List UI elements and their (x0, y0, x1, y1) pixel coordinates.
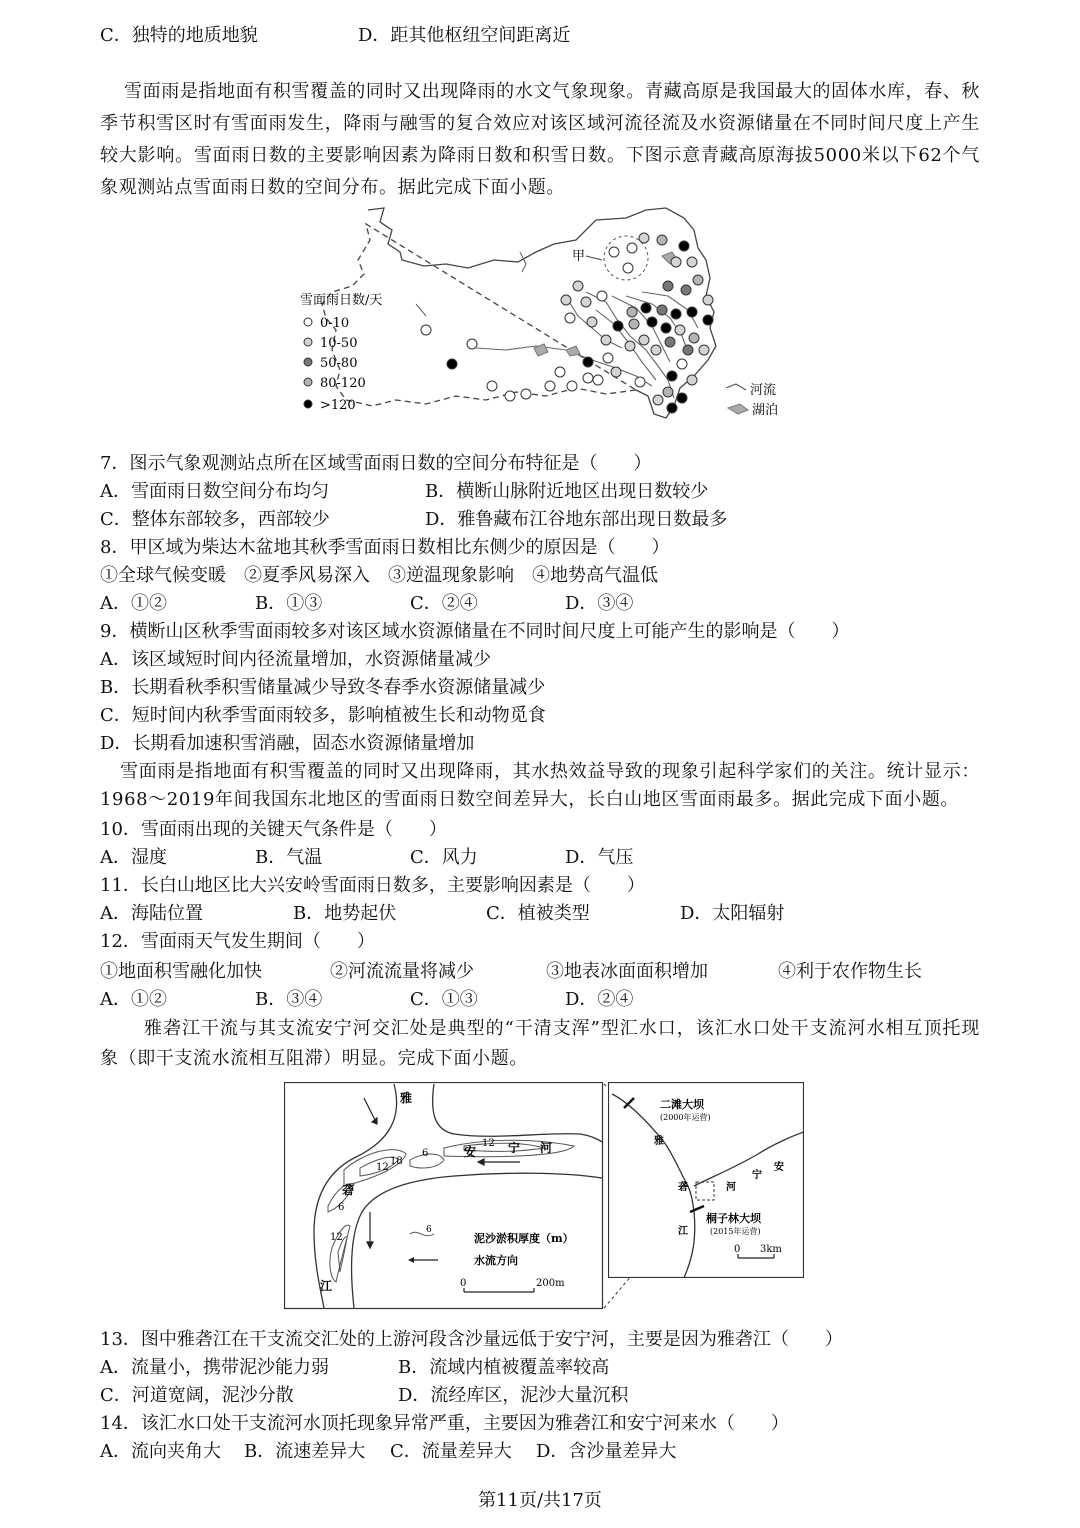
question-12-statement-3: ③地表冰面面积增加 (546, 961, 708, 982)
question-8-option-c: C．②④ (410, 593, 478, 614)
scale-end-label: 200m (536, 1278, 565, 1289)
question-11-option-b: B．地势起伏 (293, 903, 397, 924)
legend-flow-label: 水流方向 (474, 1254, 518, 1267)
question-12-option-c: C．①③ (410, 989, 478, 1010)
contour-label-6b: 6 (338, 1202, 345, 1213)
question-14-option-b: B．流速差异大 (244, 1441, 366, 1462)
regional-overview-map (608, 1082, 804, 1278)
question-11-option-a: A．海陆位置 (100, 903, 203, 924)
contour-label-6a: 6 (422, 1148, 429, 1159)
question-10-option-d: D．气压 (565, 847, 634, 868)
question-9-option-c: C．短时间内秋季雪面雨较多，影响植被生长和动物觅食 (100, 705, 546, 726)
river-char-jiang: 江 (320, 1279, 333, 1293)
question-11-stem: 11．长白山地区比大兴安岭雪面雨日数多，主要影响因素是（ ） (100, 875, 645, 896)
question-13-stem: 13．图中雅砻江在干支流交汇处的上游河段含沙量远低于安宁河，主要是因为雅砻江（ ） (100, 1329, 843, 1350)
legend-title: 雪面雨日数/天 (300, 293, 383, 308)
passage-2: 雪面雨是指地面有积雪覆盖的同时又出现降雨，其水热效益导致的现象引起科学家们的关注。统计显示：1968～2019年间我国东北地区的雪面雨日数空间差异大，长白山地区雪面雨最多。据此完成下面小题。 (100, 761, 980, 810)
overview-scale-end: 3km (760, 1244, 782, 1255)
overview-char-long: 砻 (678, 1182, 688, 1193)
question-14-option-c: C．流量差异大 (390, 1441, 512, 1462)
passage-1: 雪面雨是指地面有积雪覆盖的同时又出现降雨的水文气象现象。青藏高原是我国最大的固体水库，春、秋季节积雪区时有雪面雨发生，降雨与融雪的复合效应对该区域河流径流及水资源储量在不同时间尺度上产生较大影响。雪面雨日数的主要影响因素为降雨日数和积雪日数。下图示意青藏高原海拔5000米以下62个气象观测站点雪面雨日数的空间分布。据此完成下面小题。 (100, 81, 980, 198)
overview-char-he: 河 (726, 1182, 736, 1193)
question-13-option-b: B．流域内植被覆盖率较高 (398, 1357, 610, 1378)
question-13-option-d: D．流经库区，泥沙大量沉积 (398, 1385, 629, 1406)
question-14-option-d: D．含沙量差异大 (536, 1441, 677, 1462)
question-12-stem: 12．雪面雨天气发生期间（ ） (100, 931, 375, 952)
legend-item-4: 80-120 (320, 376, 366, 391)
region-jia-label: 甲 (572, 249, 586, 264)
question-12-option-d: D．②④ (565, 989, 634, 1010)
question-8-option-a: A．①② (100, 593, 167, 614)
passage-3: 雅砻江干流与其支流安宁河交汇处是典型的“干清支浑”型汇水口，该汇水口处干支流河水相互顶托现象（即干支流水流相互阻滞）明显。完成下面小题。 (100, 1018, 980, 1069)
legend-contour-sample: 6 (426, 1225, 432, 1235)
contour-label-18: 18 (390, 1156, 403, 1167)
prev-option-c: C．独特的地质地貌 (100, 25, 258, 46)
river-legend-label: 河流 (750, 383, 777, 398)
question-12-option-b: B．③④ (255, 989, 323, 1010)
question-8-stem: 8．甲区域为柴达木盆地其秋季雪面雨日数相比东侧少的原因是（ ） (100, 537, 670, 558)
overview-char-an: 安 (774, 1162, 784, 1173)
question-7-option-d: D．雅鲁藏布江谷地东部出现日数最多 (425, 509, 728, 530)
scale-zero-label: 0 (460, 1278, 467, 1289)
contour-label-12b: 12 (482, 1138, 495, 1149)
page-number: 第11页/共17页 (478, 1490, 602, 1511)
river-char-ya: 雅 (400, 1091, 413, 1105)
legend-sediment-label: 泥沙淤积厚度（m） (474, 1232, 574, 1245)
question-10-option-c: C．风力 (410, 847, 478, 868)
question-10-option-a: A．湿度 (100, 847, 167, 868)
question-12-statement-1: ①地面积雪融化加快 (100, 961, 262, 982)
tibet-station-map (296, 200, 796, 425)
question-9-stem: 9．横断山区秋季雪面雨较多对该区域水资源储量在不同时间尺度上可能产生的影响是（ ） (100, 621, 850, 642)
question-11-option-d: D．太阳辐射 (680, 903, 785, 924)
legend-item-5: >120 (320, 398, 356, 413)
dam-tongzilin-label: 桐子林大坝 (706, 1212, 761, 1225)
question-7-option-a: A．雪面雨日数空间分布均匀 (100, 481, 329, 502)
question-12-statement-4: ④利于农作物生长 (778, 961, 922, 982)
question-14-option-a: A．流向夹角大 (100, 1441, 221, 1462)
river-char-long: 砻 (342, 1183, 355, 1197)
overview-char-ya: 雅 (654, 1136, 664, 1147)
contour-label-12a: 12 (376, 1162, 389, 1173)
lake-legend-label: 湖泊 (752, 403, 779, 418)
question-10-option-b: B．气温 (255, 847, 323, 868)
prev-option-d: D．距其他枢纽空间距离近 (358, 25, 571, 46)
question-13-option-a: A．流量小，携带泥沙能力弱 (100, 1357, 329, 1378)
dam-tongzilin-note: (2015年运营) (710, 1227, 761, 1236)
question-8-option-b: B．①③ (255, 593, 323, 614)
question-9-option-a: A．该区域短时间内径流量增加，水资源储量减少 (100, 649, 491, 670)
legend-item-2: 10-50 (320, 336, 358, 351)
question-10-stem: 10．雪面雨出现的关键天气条件是（ ） (100, 819, 447, 840)
question-8-statements: ①全球气候变暖 ②夏季风易深入 ③逆温现象影响 ④地势高气温低 (100, 565, 658, 586)
question-11-option-c: C．植被类型 (486, 903, 590, 924)
question-13-option-c: C．河道宽阔，泥沙分散 (100, 1385, 294, 1406)
river-char-ning: 宁 (508, 1141, 521, 1155)
overview-scale-zero: 0 (734, 1244, 741, 1255)
question-12-statement-2: ②河流流量将减少 (330, 961, 474, 982)
question-7-option-c: C．整体东部较多，西部较少 (100, 509, 330, 530)
dam-ertan-note: (2000年运营) (660, 1113, 711, 1122)
question-14-stem: 14．该汇水口处干支流河水顶托现象异常严重，主要因为雅砻江和安宁河来水（ ） (100, 1413, 789, 1434)
overview-char-jiang: 江 (678, 1226, 688, 1237)
legend-item-1: 0-10 (320, 316, 350, 331)
overview-char-ning: 宁 (752, 1170, 762, 1181)
question-7-stem: 7．图示气象观测站点所在区域雪面雨日数的空间分布特征是（ ） (100, 453, 652, 474)
legend-item-3: 50-80 (320, 356, 358, 371)
contour-label-12c: 12 (330, 1232, 343, 1243)
river-char-an: 安 (464, 1145, 477, 1159)
question-9-option-d: D．长期看加速积雪消融，固态水资源储量增加 (100, 733, 475, 754)
question-12-option-a: A．①② (100, 989, 167, 1010)
dam-ertan-label: 二滩大坝 (660, 1098, 704, 1111)
confluence-sediment-map (284, 1082, 604, 1310)
question-8-option-d: D．③④ (565, 593, 634, 614)
river-char-he: 河 (540, 1141, 553, 1155)
question-7-option-b: B．横断山脉附近地区出现日数较少 (425, 481, 709, 502)
question-9-option-b: B．长期看秋季积雪储量减少导致冬春季水资源储量减少 (100, 677, 546, 698)
